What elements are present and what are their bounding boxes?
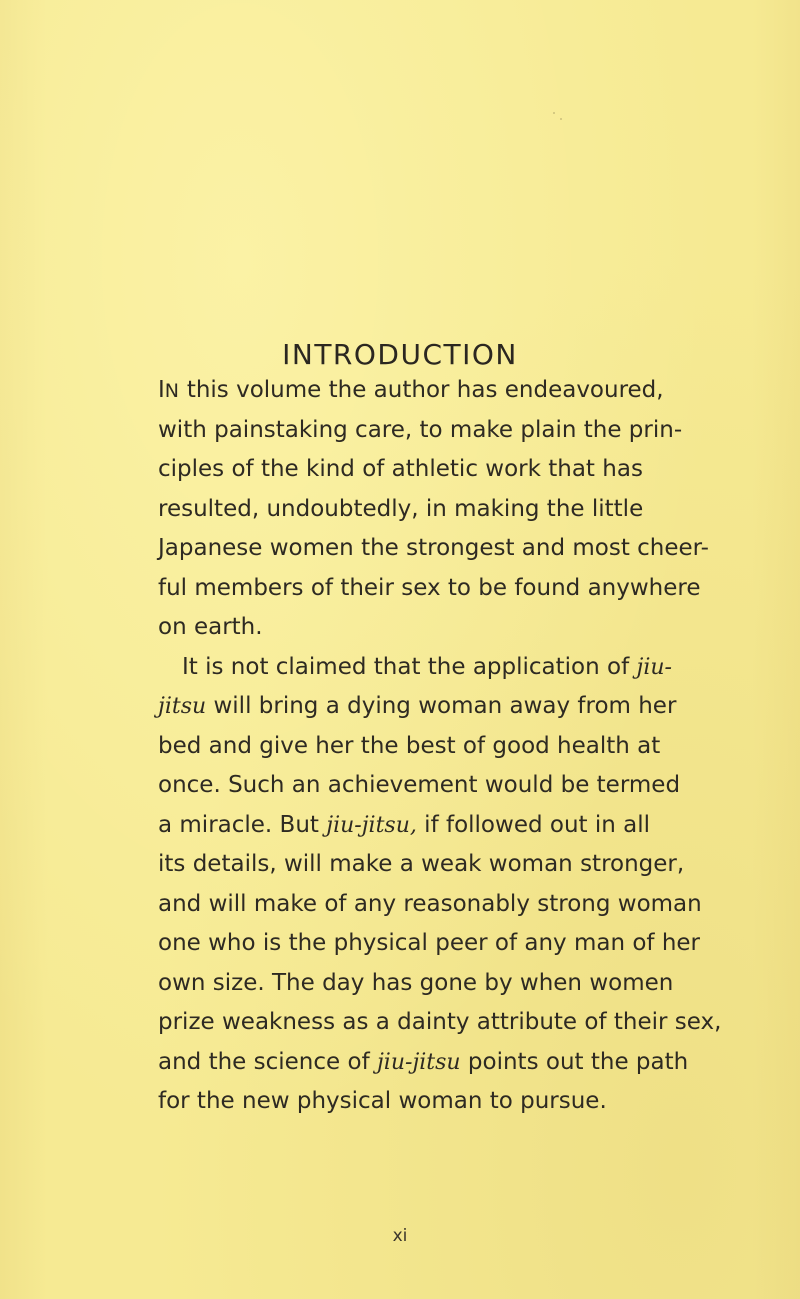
paragraph-1-line-3: ciples of the kind of athletic work that has xyxy=(158,456,643,482)
body-text xyxy=(158,371,722,1122)
paragraph-1-line-5: Japanese women the strongest and most cheer- xyxy=(158,535,709,561)
paragraph-2-line-4: once. Such an achievement would be termed xyxy=(158,772,681,798)
paper-speck xyxy=(553,112,555,114)
paragraph-2-line-11: and the science of jiu-jitsu points out the path xyxy=(158,1048,689,1075)
paper-speck xyxy=(560,118,562,120)
paragraph-2-line-8: one who is the physical peer of any man of her xyxy=(158,930,701,956)
paragraph-1-line-6: ful members of their sex to be found anywhere xyxy=(158,574,701,601)
paragraph-1-line-7: on earth. xyxy=(158,614,263,640)
paragraph-1-line-2: with painstaking care, to make plain the prin- xyxy=(158,416,683,443)
page-number: xi xyxy=(392,1226,408,1246)
paragraph-1-line-1: IN this volume the author has endeavoured, xyxy=(158,377,664,403)
paragraph-2-line-1: It is not claimed that the application of jiu- xyxy=(182,653,672,680)
paragraph-2-line-10: prize weakness as a dainty attribute of their sex, xyxy=(158,1009,722,1035)
paragraph-2-line-3: bed and give her the best of good health at xyxy=(158,732,661,759)
chapter-heading: INTRODUCTION xyxy=(282,338,518,371)
paragraph-2-line-6: its details, will make a weak woman stronger, xyxy=(158,851,685,877)
paragraph-2-line-5: a miracle. But jiu-jitsu, if followed out in all xyxy=(158,811,651,838)
paragraph-2-line-12: for the new physical woman to pursue. xyxy=(158,1088,607,1114)
paragraph-2-line-9: own size. The day has gone by when women xyxy=(158,969,674,996)
paragraph-2-line-7: and will make of any reasonably strong woman xyxy=(158,890,702,917)
paragraph-1-line-4: resulted, undoubtedly, in making the little xyxy=(158,495,644,522)
paragraph-2-line-2: jitsu will bring a dying woman away from her xyxy=(158,693,677,719)
